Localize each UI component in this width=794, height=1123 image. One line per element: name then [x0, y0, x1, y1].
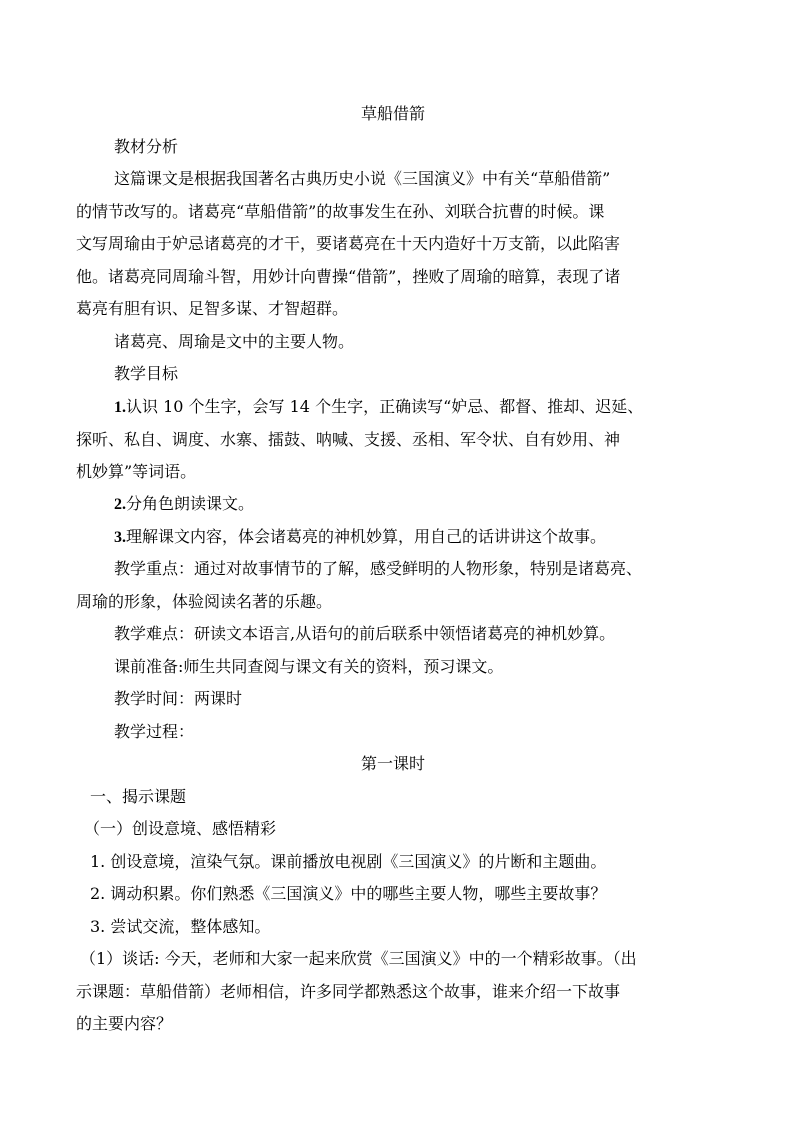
process-heading: 教学过程： — [114, 722, 195, 741]
paragraph-line: 他。诸葛亮同周瑜斗智，用妙计向曹操“借箭”，挫败了周瑜的暗算，表现了诸 — [76, 267, 621, 286]
goal-text: 分角色朗读课文。 — [126, 494, 255, 513]
section-heading-goals: 教学目标 — [114, 364, 179, 383]
goal-number: 1. — [114, 399, 126, 416]
goal-line: 机妙算”等词语。 — [76, 462, 197, 481]
goal-text: 理解课文内容，体会诸葛亮的神机妙算，用自己的话讲讲这个故事。 — [126, 527, 607, 546]
paragraph-line: （1）谈话: 今天，老师和大家一起来欣赏《三国演义》中的一个精彩故事。（出 — [80, 949, 637, 968]
goal-number: 3. — [114, 529, 126, 546]
sub-heading: （一）创设意境、感悟精彩 — [84, 819, 277, 838]
paragraph-line: 周瑜的形象，体验阅读名著的乐趣。 — [76, 592, 333, 611]
paragraph-line: 葛亮有胆有识、足智多谋、才智超群。 — [76, 299, 349, 318]
paragraph-line: 文写周瑜由于妒忌诸葛亮的才干，要诸葛亮在十天内造好十万支箭，以此陷害 — [76, 234, 621, 253]
goal-item-2 — [114, 493, 254, 515]
goal-line — [114, 396, 643, 418]
document-title: 草船借箭 — [361, 104, 426, 123]
paragraph-line: 示课题：草船借箭）老师相信，许多同学都熟悉这个故事，谁来介绍一下故事 — [76, 982, 621, 1001]
difficulty-text: 教学难点：研读文本语言,从语句的前后联系中领悟诸葛亮的神机妙算。 — [114, 624, 616, 643]
goal-text: 认识 10 个生字，会写 14 个生字，正确读写“妒忌、都督、推却、迟延、 — [126, 397, 644, 416]
list-item: 3. 尝试交流，整体感知。 — [90, 917, 271, 936]
time-text: 教学时间：两课时 — [114, 689, 243, 708]
step-heading: 一、揭示课题 — [90, 787, 187, 806]
paragraph-line: 的情节改写的。诸葛亮“草船借箭”的故事发生在孙、刘联合抗曹的时候。课 — [76, 202, 605, 221]
main-characters-text: 诸葛亮、周瑜是文中的主要人物。 — [114, 332, 355, 351]
list-item: 2. 调动积累。你们熟悉《三国演义》中的哪些主要人物，哪些主要故事？ — [90, 884, 607, 903]
goal-line: 探听、私自、调度、水寨、擂鼓、呐喊、支援、丞相、军令状、自有妙用、神 — [76, 430, 621, 449]
paragraph-line: 的主要内容？ — [76, 1014, 173, 1033]
goal-number: 2. — [114, 496, 126, 513]
lesson-heading: 第一课时 — [361, 754, 426, 773]
paragraph-line: 教学重点：通过对故事情节的了解，感受鲜明的人物形象，特别是诸葛亮、 — [114, 559, 643, 578]
preparation-text: 课前准备:师生共同查阅与课文有关的资料，预习课文。 — [114, 657, 504, 676]
list-item: 1. 创设意境，渲染气氛。课前播放电视剧《三国演义》的片断和主题曲。 — [90, 852, 607, 871]
section-heading-analysis: 教材分析 — [114, 137, 179, 156]
goal-item-3 — [114, 526, 606, 548]
paragraph-line: 这篇课文是根据我国著名古典历史小说《三国演义》中有关“草船借箭” — [114, 169, 611, 188]
